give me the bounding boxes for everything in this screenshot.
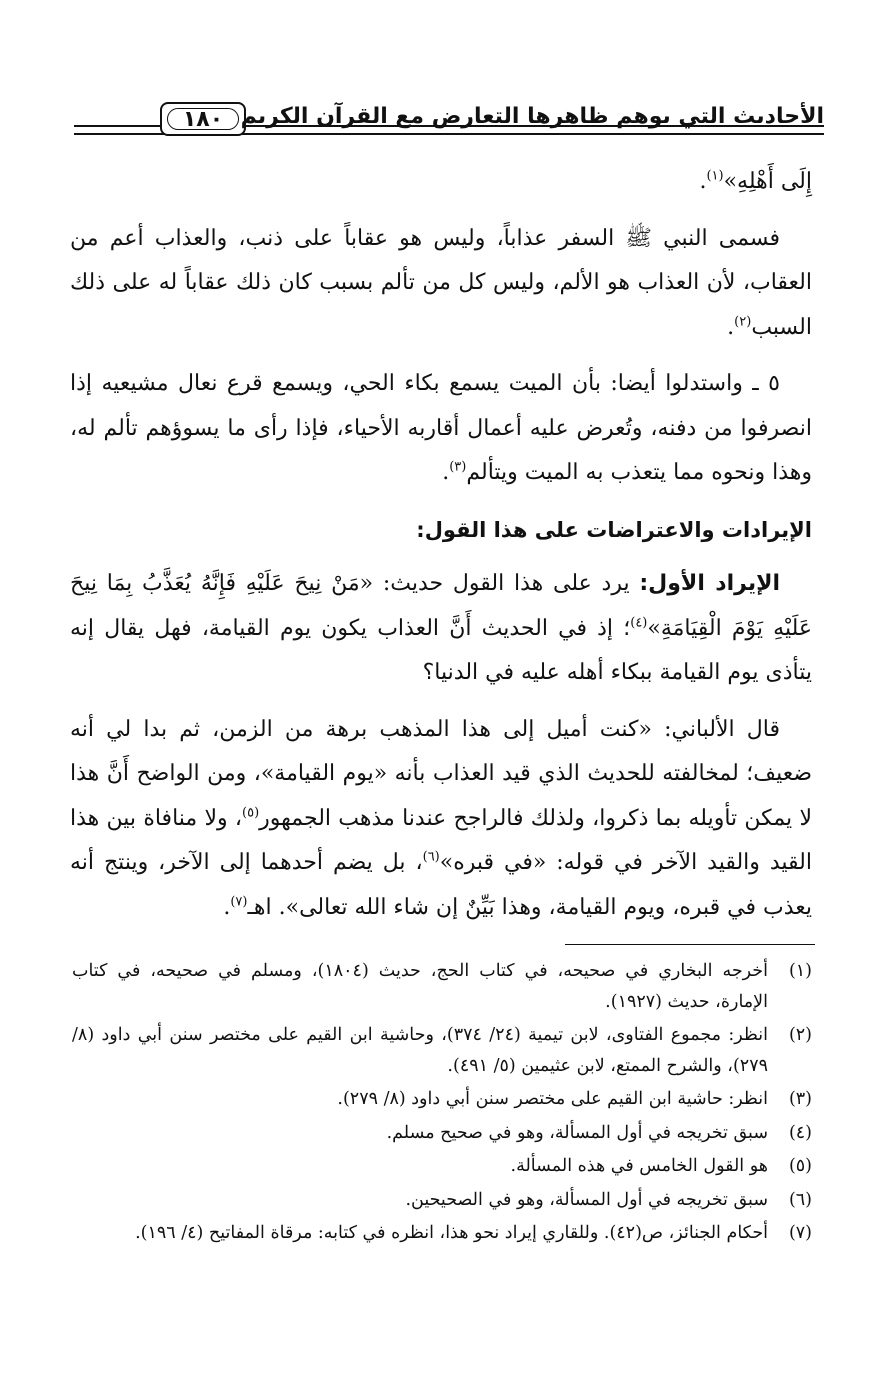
footnote-number: (٢) xyxy=(788,1025,812,1045)
paragraph-1: إِلَى أَهْلِهِ»$^{(١)}$. xyxy=(699,168,812,194)
footnote-text: سبق تخريجه في أول المسألة، وهو في الصحيحين. xyxy=(405,1189,768,1210)
paragraph-4: الإيراد الأول: يرد على هذا القول حديث: «مَنْ نِيحَ عَلَيْهِ فَإِنَّهُ يُعَذَّبُ بِمَا نِيحَ عَلَيْهِ يَوْمَ الْقِيَامَةِ»$^{(٤)}$؛ إذ في الحديث أَنَّ العذاب يكون يوم القيامة، فهل يقال إنه يتأذى يوم القيامة ببكاء أهله عليه في الدنيا؟ xyxy=(70,571,813,685)
footnote-item xyxy=(72,1151,812,1182)
footnote-ref: (٧) xyxy=(230,894,248,910)
page-number: ١٨٠ xyxy=(167,108,239,130)
footnote-text: أخرجه البخاري في صحيحه، في كتاب الحج، حديث (١٨٠٤)، ومسلم في صحيحه، في كتاب الإمارة، حديث (١٩٢٧). xyxy=(72,961,768,1012)
main-text xyxy=(70,160,812,942)
footnote-item xyxy=(72,1185,812,1216)
footnote-ref: (٦) xyxy=(422,849,440,865)
footnote-text: أحكام الجنائز، ص(٤٢). وللقاري إيراد نحو هذا، انظره في كتابه: مرقاة المفاتيح (٤/ ١٩٦). xyxy=(135,1223,768,1243)
footnote-text: انظر: مجموع الفتاوى، لابن تيمية (٢٤/ ٣٧٤)، وحاشية ابن القيم على مختصر سنن أبي داود (٨/ ٢٧٩)، والشرح الممتع، لابن عثيمين (٥/ ٤٩١). xyxy=(72,1025,768,1076)
section-heading: الإيرادات والاعتراضات على هذا القول: xyxy=(416,517,812,542)
footnote-number: (٣) xyxy=(788,1089,812,1109)
page-header xyxy=(74,92,824,142)
footnote-item xyxy=(72,956,812,1017)
footnote-item xyxy=(72,1218,812,1249)
footnote-text: سبق تخريجه في أول المسألة، وهو في صحيح مسلم. xyxy=(386,1122,768,1143)
footnote-separator xyxy=(565,944,815,945)
running-title: الأحاديث التي يوهم ظاهرها التعارض مع القرآن الكريم xyxy=(240,104,824,129)
page-number-frame xyxy=(160,102,246,136)
header-rule-left xyxy=(74,125,160,135)
footnote-ref: (٥) xyxy=(242,805,260,821)
footnote-number: (٧) xyxy=(788,1223,812,1243)
footnote-number: (١) xyxy=(788,961,812,981)
paragraph-3: ٥ ـ واستدلوا أيضا: بأن الميت يسمع بكاء الحي، ويسمع قرع نعال مشيعيه إذا انصرفوا من دفنه، وتُعرض عليه أعمال أقاربه الأحياء، فإذا رأى ما يسوؤهم تألم له، وهذا ونحوه مما يتعذب به الميت ويتألم$^{(٣)}$. xyxy=(70,371,812,485)
footnote-number: (٦) xyxy=(788,1189,812,1210)
footnote-ref: (٣) xyxy=(449,459,467,475)
paragraph-5: قال الألباني: «كنت أميل إلى هذا المذهب برهة من الزمن، ثم بدا لي أنه ضعيف؛ لمخالفته للحديث الذي قيد العذاب بأنه «يوم القيامة»، ومن الواضح أَنَّ هذا لا يمكن تأويله بما ذكروا، ولذلك فالراجح عندنا مذهب الجمهور$^{(٥)}$، ولا منافاة بين هذا القيد والقيد الآخر في قوله: «في قبره»$^{(٦)}$، بل يضم أحدهما إلى الآخر، وينتج أنه يعذب في قبره، ويوم القيامة، وهذا بَيِّنٌ إن شاء الله تعالى». اهـ$^{(٧)}$. xyxy=(70,716,813,920)
footnote-text: انظر: حاشية ابن القيم على مختصر سنن أبي داود (٨/ ٢٧٩). xyxy=(337,1089,768,1109)
footnote-ref: (٢) xyxy=(734,314,752,330)
footnote-text: هو القول الخامس في هذه المسألة. xyxy=(510,1156,768,1176)
footnote-ref: (١) xyxy=(706,168,724,184)
footnote-number: (٤) xyxy=(788,1122,812,1143)
objection-label: الإيراد الأول: xyxy=(639,571,780,596)
footnote-ref: (٤) xyxy=(630,615,648,631)
footnote-number: (٥) xyxy=(788,1156,812,1176)
footnote-item xyxy=(72,1084,812,1115)
paragraph-2: فسمى النبي ﷺ السفر عذاباً، وليس هو عقاباً على ذنب، والعذاب أعم من العقاب، لأن العذاب هو الألم، وليس كل من تألم بسبب كان ذلك عقاباً له على ذلك السبب$^{(٢)}$. xyxy=(70,225,812,340)
footnotes xyxy=(72,956,812,1252)
footnote-item xyxy=(72,1118,812,1149)
quote-end: إِلَى أَهْلِهِ» xyxy=(723,169,812,194)
footnote-item xyxy=(72,1020,812,1081)
